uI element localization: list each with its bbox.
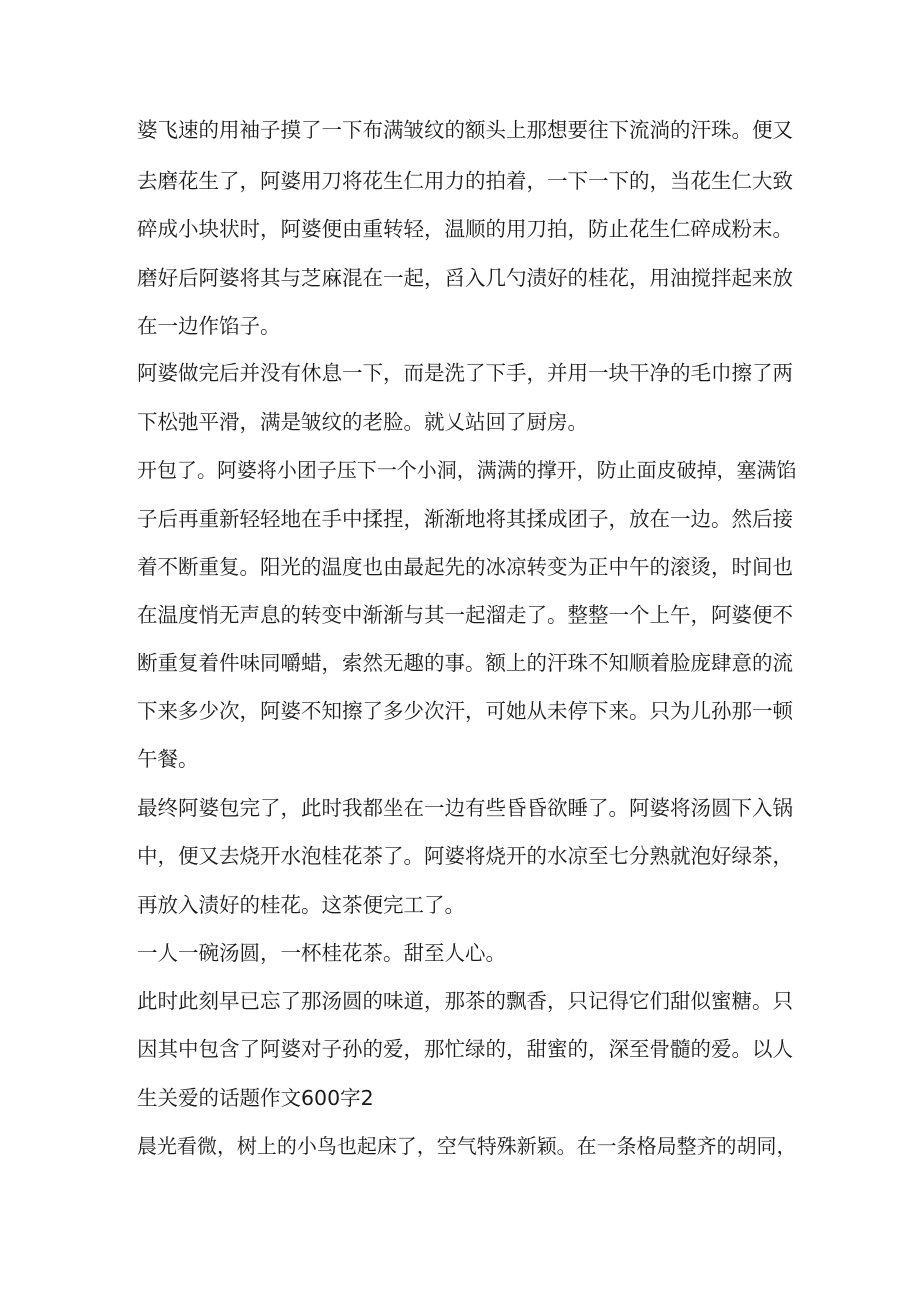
text-line: 断重复着件味同嚼蜡，索然无趣的事。额上的汗珠不知顺着脸庞肆意的流 <box>137 651 793 675</box>
text-line: 碎成小块状时，阿婆便由重转轻，温顺的用刀拍，防止花生仁碎成粉末。 <box>137 217 793 241</box>
text-line: 婆飞速的用袖子摸了一下布满皱纹的额头上那想要往下流淌的汗珠。便又 <box>137 118 793 142</box>
text-line: 下来多少次，阿婆不知擦了多少次汗，可她从未停下来。只为儿孙那一顿 <box>137 699 793 723</box>
text-line: 着不断重复。阳光的温度也由最起先的冰凉转变为正中午的滚烫，时间也 <box>137 555 793 579</box>
text-line: 中，便又去烧开水泡桂花茶了。阿婆将烧开的水凉至七分熟就泡好绿茶， <box>137 844 793 868</box>
text-line: 再放入渍好的桂花。这茶便完工了。 <box>137 893 465 917</box>
text-line: 午餐。 <box>137 747 199 771</box>
text-line: 晨光看微，树上的小鸟也起床了，空气特殊新颖。在一条格局整齐的胡同， <box>137 1134 797 1158</box>
text-line: 生关爱的话题作文600字2 <box>137 1086 374 1110</box>
text-line: 阿婆做完后并没有休息一下，而是洗了下手，并用一块干净的毛巾擦了两 <box>137 361 793 385</box>
text-line: 去磨花生了，阿婆用刀将花生仁用力的拍着，一下一下的，当花生仁大致 <box>137 169 793 193</box>
text-line: 磨好后阿婆将其与芝麻混在一起，舀入几勺渍好的桂花，用油搅拌起来放 <box>137 266 793 290</box>
text-line: 最终阿婆包完了，此时我都坐在一边有些昏昏欲睡了。阿婆将汤圆下入锅 <box>137 796 793 820</box>
text-line: 开包了。阿婆将小团子压下一个小洞，满满的撑开，防止面皮破掉，塞满馅 <box>137 458 797 482</box>
text-line: 因其中包含了阿婆对子孙的爱，那忙绿的，甜蜜的，深至骨髓的爱。以人 <box>137 1037 793 1061</box>
text-line: 子后再重新轻轻地在手中揉捏，渐渐地将其揉成团子，放在一边。然后接 <box>137 507 793 531</box>
text-line: 在温度悄无声息的转变中渐渐与其一起溜走了。整整一个上午，阿婆便不 <box>137 603 793 627</box>
text-line: 下松弛平滑，满是皱纹的老脸。就乂站回了厨房。 <box>137 410 588 434</box>
text-line: 一人一碗汤圆，一杯桂花茶。甜至人心。 <box>137 941 506 965</box>
text-line: 在一边作馅子。 <box>137 314 281 338</box>
text-line: 此时此刻早已忘了那汤圆的味道，那茶的飘香，只记得它们甜似蜜糖。只 <box>137 989 793 1013</box>
